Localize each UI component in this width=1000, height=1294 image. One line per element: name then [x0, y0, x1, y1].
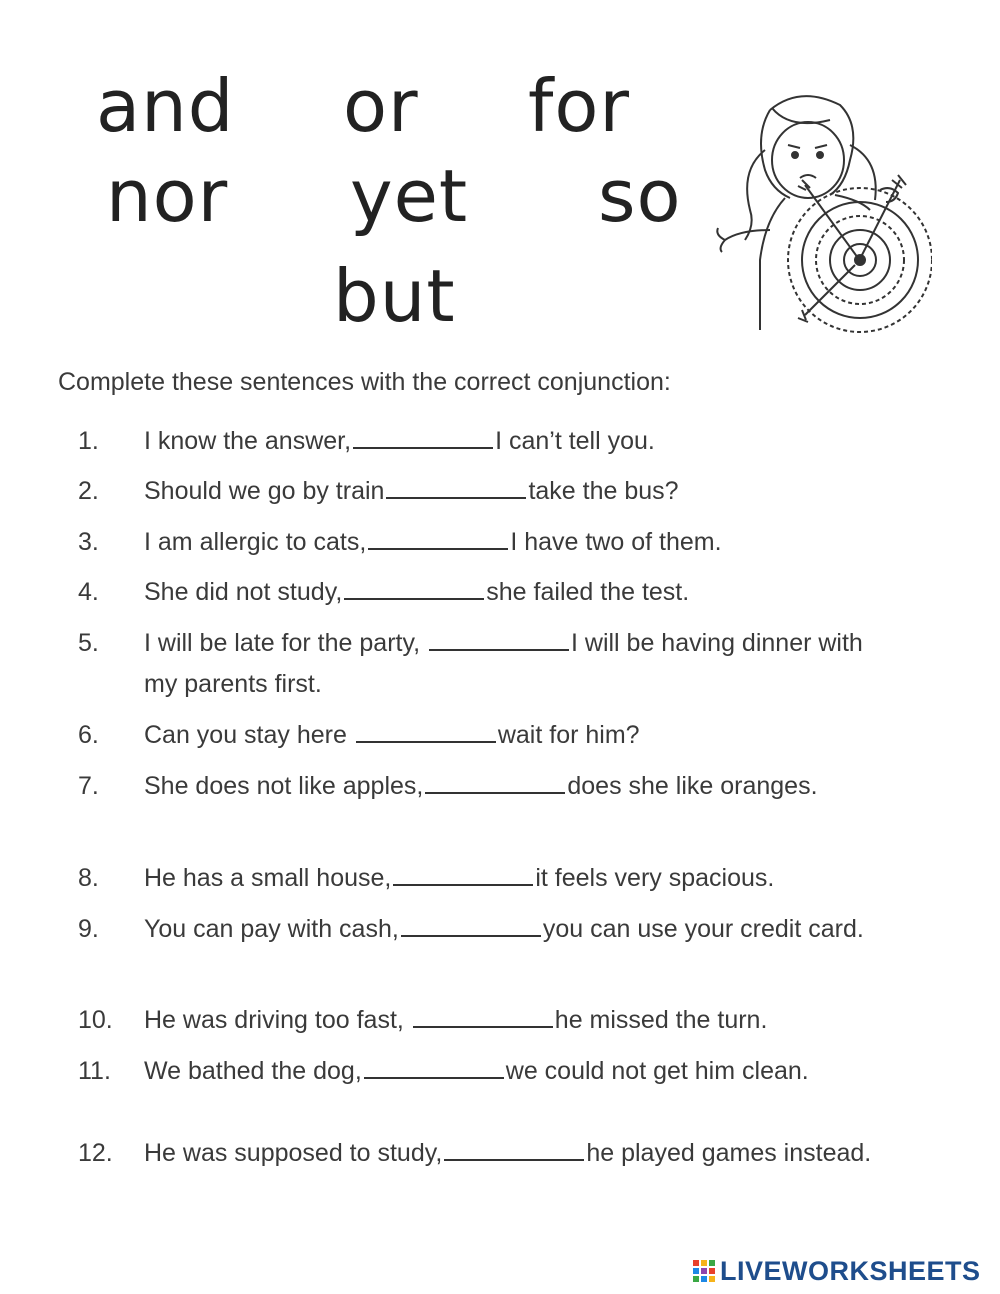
- word-for: for: [528, 64, 630, 148]
- exercise-item: [78, 1051, 898, 1092]
- answer-blank[interactable]: [356, 719, 496, 743]
- item-number: 5.: [78, 629, 99, 657]
- exercise-item: [78, 909, 878, 950]
- item-number: 11.: [78, 1057, 111, 1085]
- sentence-start: I know the answer,: [144, 427, 352, 455]
- sentence-end: wait for him?: [497, 721, 640, 749]
- exercise-item: [78, 858, 938, 899]
- item-number: 8.: [78, 864, 99, 892]
- sentence-start: You can pay with cash,: [144, 915, 399, 943]
- word-and: and: [96, 64, 235, 148]
- girl-with-target-icon: [710, 90, 932, 335]
- sentence-end: she failed the test.: [486, 578, 690, 606]
- item-number: 3.: [78, 528, 99, 556]
- sentence-end: he played games instead.: [586, 1139, 872, 1167]
- item-number: 12.: [78, 1139, 113, 1167]
- answer-blank[interactable]: [353, 425, 493, 449]
- sentence-end: I can’t tell you.: [495, 427, 655, 455]
- sentence-start: Should we go by train: [144, 477, 385, 505]
- word-so: so: [598, 154, 682, 238]
- instruction-text: Complete these sentences with the correct conjunction:: [58, 368, 671, 396]
- item-number: 7.: [78, 772, 99, 800]
- word-but: but: [333, 254, 456, 338]
- sentence-end: take the bus?: [528, 477, 679, 505]
- logo-text: LIVEWORKSHEETS: [720, 1255, 981, 1286]
- answer-blank[interactable]: [413, 1004, 553, 1028]
- sentence-start: I will be late for the party,: [144, 629, 427, 657]
- exercise-item: [78, 471, 938, 512]
- sentence-start: We bathed the dog,: [144, 1057, 362, 1085]
- answer-blank[interactable]: [386, 475, 526, 499]
- item-number: 9.: [78, 915, 99, 943]
- exercise-item: [78, 766, 838, 807]
- answer-blank[interactable]: [425, 770, 565, 794]
- exercise-item: [78, 1000, 938, 1041]
- answer-blank[interactable]: [368, 526, 508, 550]
- sentence-end: I have two of them.: [510, 528, 722, 556]
- sentence-end: he missed the turn.: [554, 1006, 768, 1034]
- answer-blank[interactable]: [429, 627, 569, 651]
- sentence-end: you can use your credit card.: [542, 915, 864, 943]
- exercise-item: [78, 715, 938, 756]
- sentence-start: Can you stay here: [144, 721, 354, 749]
- word-or: or: [343, 64, 419, 148]
- exercise-item: [78, 421, 938, 462]
- sentence-end: I will be having dinner with my parents first.: [144, 629, 863, 698]
- sentence-start: She did not study,: [144, 578, 343, 606]
- exercise-item: [78, 572, 938, 613]
- exercise-item: [78, 1133, 928, 1174]
- answer-blank[interactable]: [401, 913, 541, 937]
- sentence-start: I am allergic to cats,: [144, 528, 367, 556]
- answer-blank[interactable]: [344, 576, 484, 600]
- item-number: 1.: [78, 427, 99, 455]
- answer-blank[interactable]: [364, 1055, 504, 1079]
- exercise-item: [78, 522, 938, 563]
- sentence-start: She does not like apples,: [144, 772, 424, 800]
- sentence-end: does she like oranges.: [567, 772, 818, 800]
- sentence-start: He was supposed to study,: [144, 1139, 443, 1167]
- item-number: 2.: [78, 477, 99, 505]
- word-nor: nor: [106, 154, 229, 238]
- sentence-end: it feels very spacious.: [535, 864, 775, 892]
- item-number: 6.: [78, 721, 99, 749]
- word-yet: yet: [350, 154, 469, 238]
- sentence-start: He was driving too fast,: [144, 1006, 411, 1034]
- item-number: 10.: [78, 1006, 113, 1034]
- sentence-end: we could not get him clean.: [505, 1057, 809, 1085]
- exercise-item: [78, 623, 868, 705]
- liveworksheets-logo[interactable]: [692, 1256, 981, 1286]
- sentence-start: He has a small house,: [144, 864, 392, 892]
- item-number: 4.: [78, 578, 99, 606]
- answer-blank[interactable]: [444, 1137, 584, 1161]
- answer-blank[interactable]: [393, 862, 533, 886]
- liveworksheets-logo-icon: [692, 1259, 716, 1283]
